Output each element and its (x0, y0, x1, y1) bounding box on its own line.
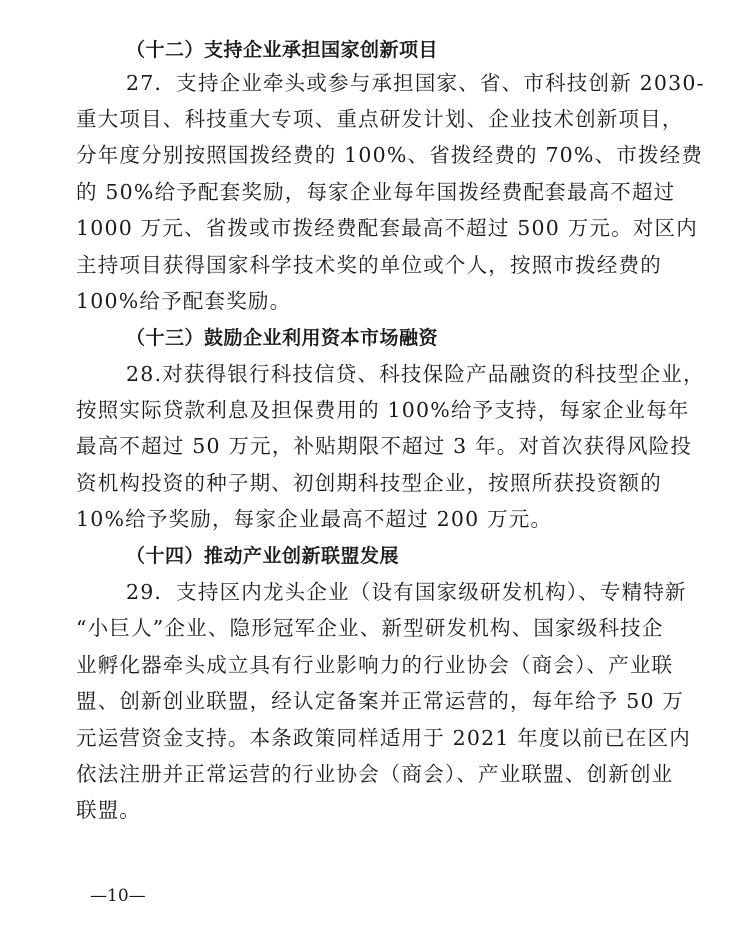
paragraph-29-line-4: 盟、创新创业联盟，经认定备案并正常运营的，每年给予 50 万 (76, 689, 685, 713)
paragraph-27-line-5: 1000 万元、省拨或市拨经费配套最高不超过 500 万元。对区内 (76, 216, 698, 240)
section-heading-13: （十三）鼓励企业利用资本市场融资 (126, 327, 439, 349)
paragraph-27-line-7: 100%给予配套奖励。 (76, 289, 292, 313)
paragraph-27-line-4: 的 50%给予配套奖励，每家企业每年国拨经费配套最高不超过 (76, 180, 676, 204)
paragraph-28-line-3: 最高不超过 50 万元，补贴期限不超过 3 年。对首次获得风险投 (76, 434, 693, 458)
paragraph-27-line-6: 主持项目获得国家科学技术奖的单位或个人，按照市拨经费的 (76, 253, 662, 277)
paragraph-29-line-1: 29．支持区内龙头企业（设有国家级研发机构）、专精特新 (126, 580, 687, 604)
section-heading-12: （十二）支持企业承担国家创新项目 (126, 39, 439, 61)
paragraph-29-line-6: 依法注册并正常运营的行业协会（商会）、产业联盟、创新创业 (76, 762, 674, 786)
paragraph-27-line-2: 重大项目、科技重大专项、重点研发计划、企业技术创新项目， (76, 107, 684, 131)
page-number: —10— (90, 886, 146, 906)
paragraph-28-line-1: 28.对获得银行科技信贷、科技保险产品融资的科技型企业， (126, 362, 705, 386)
section-heading-14: （十四）推动产业创新联盟发展 (126, 545, 400, 567)
paragraph-27-line-1: 27．支持企业牵头或参与承担国家、省、市科技创新 2030- (126, 71, 705, 95)
paragraph-29-line-3: 业孵化器牵头成立具有行业影响力的行业协会（商会）、产业联 (76, 653, 674, 677)
paragraph-29-line-5: 元运营资金支持。本条政策同样适用于 2021 年度以前已在区内 (76, 726, 691, 750)
paragraph-29-line-2: “小巨人”企业、隐形冠军企业、新型研发机构、国家级科技企 (76, 616, 664, 640)
paragraph-28-line-5: 10%给予奖励，每家企业最高不超过 200 万元。 (76, 507, 553, 531)
paragraph-28-line-2: 按照实际贷款利息及担保费用的 100%给予支持，每家企业每年 (76, 398, 690, 422)
paragraph-28-line-4: 资机构投资的种子期、初创期科技型企业，按照所获投资额的 (76, 471, 662, 495)
paragraph-29-line-7: 联盟。 (76, 798, 142, 822)
paragraph-27-line-3: 分年度分别按照国拨经费的 100%、省拨经费的 70%、市拨经费 (76, 143, 704, 167)
